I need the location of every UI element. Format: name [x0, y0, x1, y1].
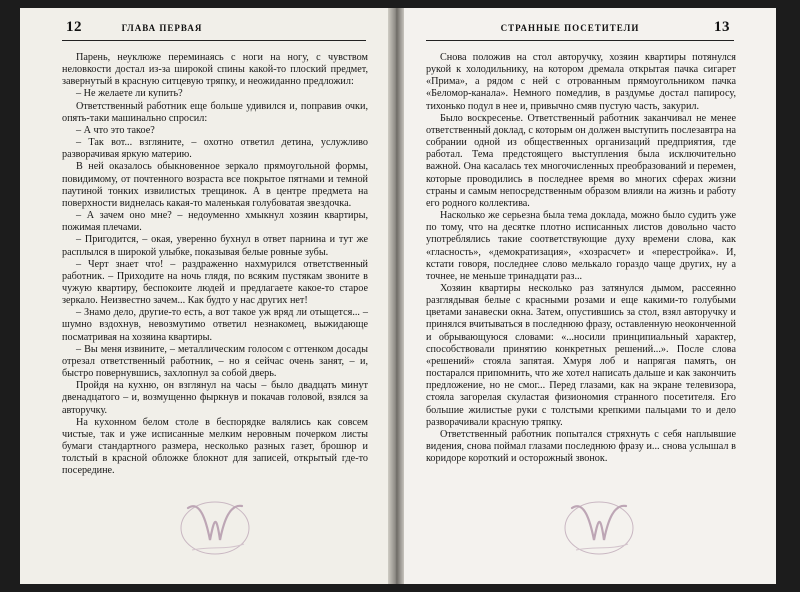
paragraph: Ответственный работник попытался стряхнуть с себя наплывшие видения, снова поймал глазами последнюю фразу и... снова услышал в коридоре короткий и осторожный звонок.: [426, 428, 736, 465]
paragraph: – Так вот... взгляните, – охотно ответил детина, услужливо разворачивая яркую материю.: [62, 137, 368, 161]
running-head-left: ГЛАВА ПЕРВАЯ: [121, 23, 203, 33]
paragraph: Снова положив на стол авторучку, хозяин квартиры потянулся рукой к холодильнику, на котором дремала открытая пачка сигарет «Прима», а рядом с ней с отрованным прямоугольником пачка «Беломор-канала». Немного помедлив, в раздумье достал папиросу, тихонько подул в нее и, привычно смяв пустую часть, закурил.: [426, 52, 736, 112]
paragraph: – Знамо дело, другие-то есть, а вот такое уж вряд ли отыщется... – шумно вздохнув, невозмутимо ответил незнакомец, выжидающе посматривая на хозяина квартиры.: [62, 307, 368, 343]
paragraph: Парень, неуклюже переминаясь с ноги на ногу, с чувством неловкости достал из-за широкой спины какой-то плоский предмет, завернутый в красную ситцевую тряпку, и неожиданно предложил:: [62, 52, 368, 88]
right-page: [404, 8, 776, 584]
right-page-text: [426, 52, 736, 465]
paragraph: Было воскресенье. Ответственный работник заканчивал не менее ответственный доклад, с которым он должен выступить послезавтра на собрании одной из общественных организаций предприятия, где работал. Тема предстоящего выступления была исключительно важной. Она касалась тех многочисленных преобразований и перемен, которые проводились в последнее время во многих сферах жизни страны и самым непосредственным образом влияли на жизнь и работу его родного коллектива.: [426, 112, 736, 209]
page-number-left: 12: [66, 19, 82, 35]
paragraph: В ней оказалось обыкновенное зеркало прямоугольной формы, повидимому, от почтенного возраста все покрытое пятнами и темной паутиной тонких извилистых трещинок. А в центре предмета на поверхности виднелась какая-то маленькая голубоватая звездочка.: [62, 161, 368, 209]
decorative-emblem-icon: [170, 490, 260, 560]
paragraph: – Не желаете ли купить?: [76, 88, 183, 100]
paragraph: Ответственный работник еще больше удивился и, поправив очки, опять-таки машинально спросил:: [62, 100, 368, 124]
paragraph: Хозяин квартиры несколько раз затянулся дымом, рассеянно разглядывая белые с красными розами и еще какими-то голубыми цветами занавески окна. Затем, опустившись за стол, взял авторучку и принялся вчитываться в последнюю фразу, оставленную неоконченной и обрывающуюся словами: «...носили принципиальный характер, способствовали принятию конкретных решений...». После слова «решений» стояла запятая. Хмуря лоб и напрягая память, он постарался припомнить, что же хотел написать дальше и как закончить предложение, но не смог... Перед глазами, как на экране телевизора, стояла загорелая скуластая физиономия странного посетителя. Его большие жилистые руки с толстыми крепкими пальцами то и дело разворачивали красную тряпку.: [426, 282, 736, 428]
book-gutter: [388, 8, 404, 584]
paragraph: – Черт знает что! – раздраженно нахмурился ответственный работник. – Приходите на ночь глядя, по всяким пустякам звоните в чужую квартиру, беспокоите людей и предлагаете какое-то старое зеркало. Неизвестно зачем... Как будто у нас других нет!: [62, 258, 368, 307]
left-page-header: [62, 18, 366, 41]
left-page-text: [62, 52, 368, 477]
paragraph: Насколько же серьезна была тема доклада, можно было судить уже по тому, что на десятке плотно исписанных листов довольно часто употреблялись такие соответствующие духу времени слова, как «гласность», «демократизация», «хозрасчет» и «перестройка». И, кстати говоря, последнее слово мелькало гораздо чаще других, ну а точнее, не меньше тринадцати раз...: [426, 210, 736, 282]
right-page-header: [426, 18, 734, 41]
page-number-right: 13: [714, 19, 730, 35]
paragraph: Пройдя на кухню, он взглянул на часы – было двадцать минут двенадцатого – и, возмущенно фыркнув и покачав головой, взялся за авторучку.: [62, 380, 368, 416]
decorative-emblem-icon: [554, 490, 644, 560]
paragraph: На кухонном белом столе в беспорядке валялись как совсем чистые, так и уже исписанные мелким неровным почерком листы бумаги стандартного размера, несколько разных газет, брошюр и толстый в красной обложке блокнот для записей, открытый где-то посередине.: [62, 416, 368, 477]
paragraph: – Вы меня извините, – металлическим голосом с оттенком досады отрезал ответственный работник, – но я сейчас очень занят, – и, быстро повернувшись, захлопнул за собой дверь.: [62, 343, 368, 380]
left-page: [20, 8, 388, 584]
paragraph: – А что это такое?: [76, 124, 155, 136]
paragraph: – Пригодится, – окая, уверенно бухнул в ответ парнина и тут же расплылся в широкой улыбке, показывая белые ровные зубы.: [62, 234, 368, 258]
running-head-right: СТРАННЫЕ ПОСЕТИТЕЛИ: [500, 23, 640, 33]
paragraph: – А зачем оно мне? – недоуменно хмыкнул хозяин квартиры, пожимая плечами.: [62, 210, 368, 234]
